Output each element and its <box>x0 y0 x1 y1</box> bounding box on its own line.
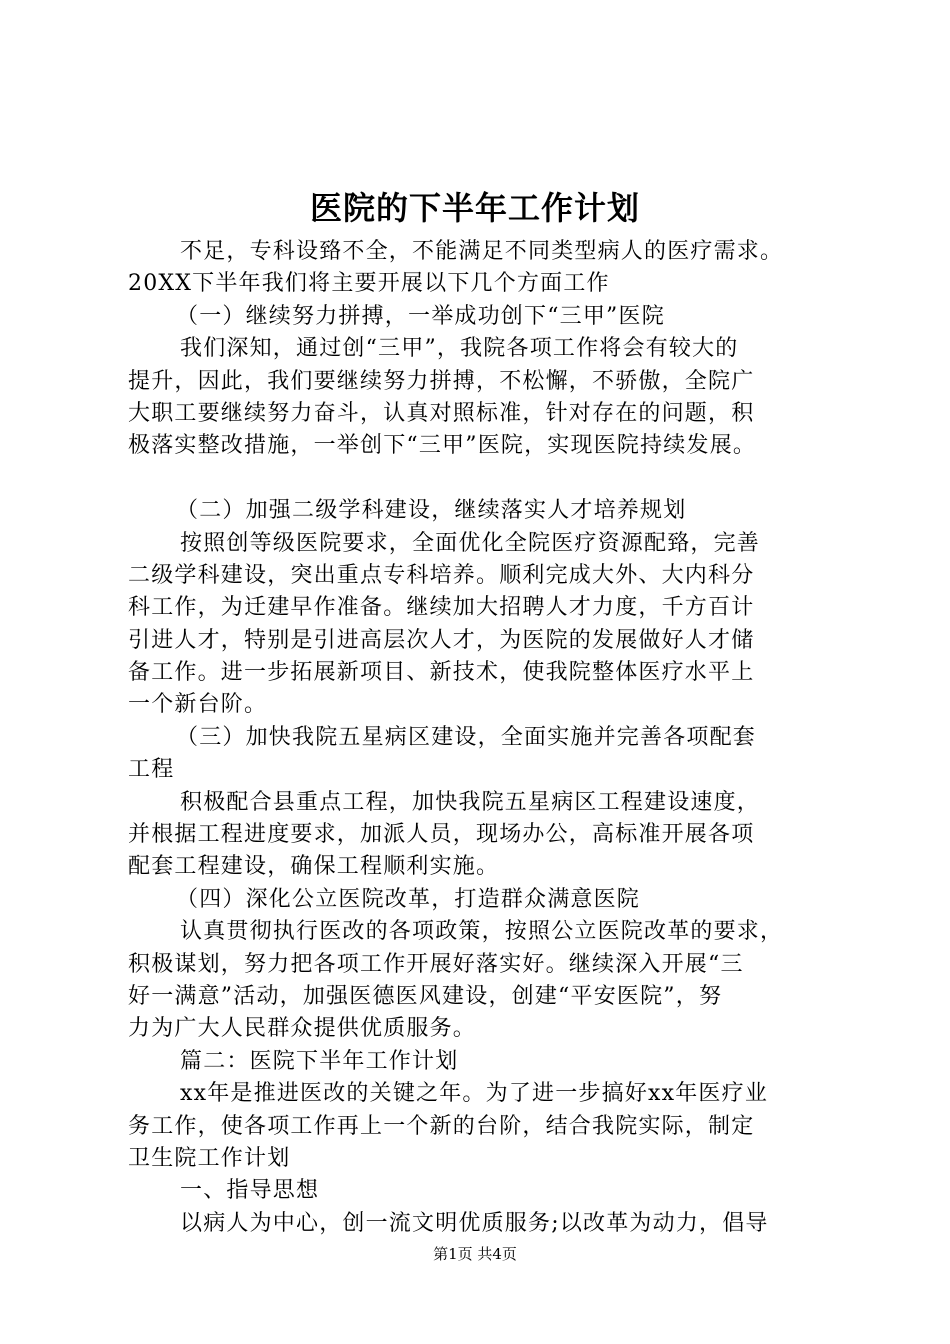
blank-line <box>128 463 834 495</box>
section-heading: 篇二：医院下半年工作计划 <box>180 1048 459 1074</box>
text-line: 并根据工程进度要求，加派人员，现场办公，高标准开展各项 <box>128 822 755 848</box>
section-heading: 工程 <box>128 757 175 783</box>
section-heading: （三）加快我院五星病区建设，全面实施并完善各项配套 <box>176 724 757 750</box>
text-line: 提升，因此，我们要继续努力拼搏，不松懈，不骄傲，全院广 <box>128 368 755 394</box>
text-line: xx年是推进医改的关键之年。为了进一步搞好xx年医疗业 <box>180 1081 769 1107</box>
text-line: 认真贯彻执行医改的各项政策，按照公立医院改革的要求， <box>180 919 784 945</box>
page-footer: 第1页 共4页 <box>433 1245 517 1263</box>
section-heading: （一）继续努力拼搏，一举成功创下“三甲”医院 <box>176 303 665 329</box>
section-heading: （二）加强二级学科建设，继续落实人才培养规划 <box>176 498 687 524</box>
text-line: 按照创等级医院要求，全面优化全院医疗资源配臵，完善 <box>180 530 761 556</box>
text-line: 好一满意”活动，加强医德医风建设，创建“平安医院”，努 <box>128 983 723 1009</box>
text-line: 以病人为中心，创一流文明优质服务;以改革为动力，倡导 <box>180 1210 769 1236</box>
document-title: 医院的下半年工作计划 <box>309 189 640 227</box>
section-heading: 一、指导思想 <box>180 1178 320 1204</box>
text-line: 卫生院工作计划 <box>128 1145 291 1171</box>
text-line: 力为广大人民群众提供优质服务。 <box>128 1016 477 1042</box>
text-line: 积极谋划，努力把各项工作开展好落实好。继续深入开展“三 <box>128 951 744 977</box>
text-line: 配套工程建设，确保工程顺利实施。 <box>128 854 500 880</box>
text-line: 我们深知，通过创“三甲”，我院各项工作将会有较大的 <box>180 336 739 362</box>
text-line: 大职工要继续努力奋斗，认真对照标准，针对存在的问题，积 <box>128 400 755 426</box>
text-line: 积极配合县重点工程，加快我院五星病区工程建设速度， <box>180 789 761 815</box>
text-line: 二级学科建设，突出重点专科培养。顺利完成大外、大内科分 <box>128 562 755 588</box>
text-line: 备工作。进一步拓展新项目、新技术，使我院整体医疗水平上 <box>128 660 755 686</box>
text-line: 务工作，使各项工作再上一个新的台阶，结合我院实际，制定 <box>128 1113 755 1139</box>
document-body <box>128 236 834 1240</box>
text-line: 不足，专科设臵不全，不能满足不同类型病人的医疗需求。 <box>180 239 784 264</box>
section-heading: （四）深化公立医院改革，打造群众满意医院 <box>176 886 641 912</box>
text-line: 极落实整改措施，一举创下“三甲”医院，实现医院持续发展。 <box>128 433 757 459</box>
text-line: 科工作，为迁建早作准备。继续加大招聘人才力度，千方百计 <box>128 595 755 621</box>
text-line: 一个新台阶。 <box>128 692 268 718</box>
text-line: 20XX下半年我们将主要开展以下几个方面工作 <box>128 271 610 297</box>
text-line: 引进人才，特别是引进高层次人才，为医院的发展做好人才储 <box>128 627 755 653</box>
